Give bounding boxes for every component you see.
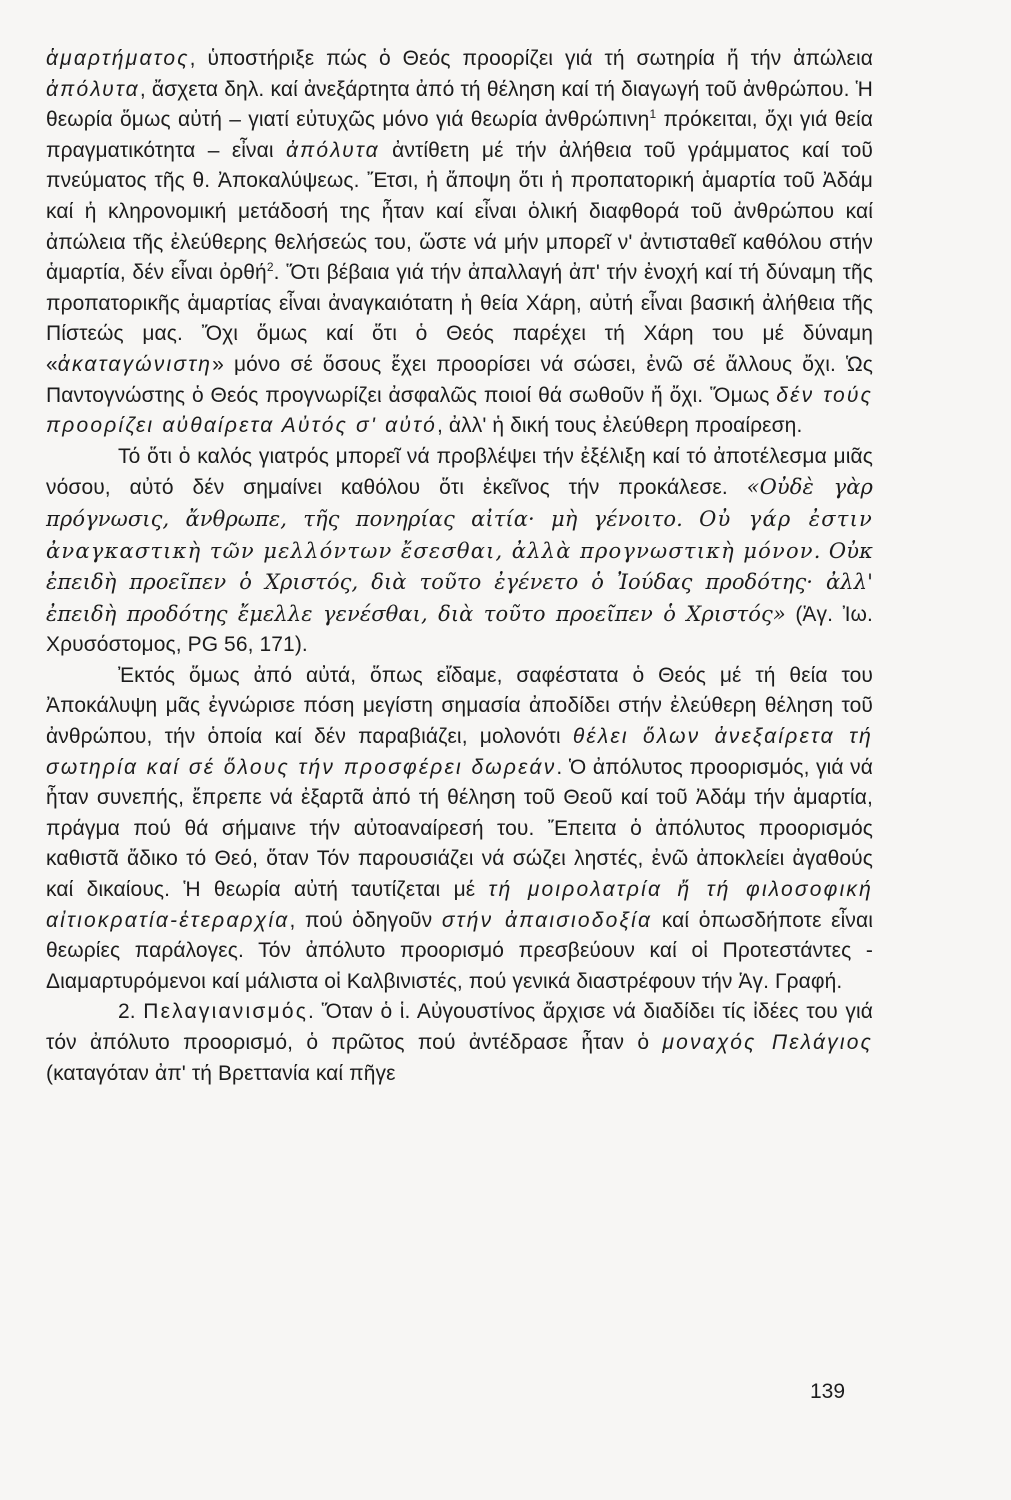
text-run: Ἐκτός ὅμως ἀπό αὐτά, ὅπως εἴδαμε, σαφέστατα ὁ Θεός μέ τή θεία του Ἀποκάλυψη μᾶς ἐγνώρισε πόση μεγίστη σημασία ἀποδίδει στήν ἐλεύθερη θέληση τοῦ ἀνθρώπου, τήν ὁποία καί δέν παραβιάζει, μολονότι <box>46 663 873 749</box>
emphasis: δέν τούς προορίζει αὐθαίρετα Αὐτός σ' αὐτό <box>46 383 873 438</box>
text-run: ἀντίθετη μέ τήν ἀλήθεια τοῦ γράμματος καί τοῦ πνεύματος τῆς θ. Ἀποκαλύψεως. Ἔτσι, ἡ ἄποψη ὅτι ἡ προπατορική ἁμαρτία τοῦ Ἀδάμ καί ἡ κληρονομική μετάδοσή της ἦταν καί εἶναι ὁλική διαφθορά τοῦ ἀνθρώπου καί ἀπώλεια τῆς ἐλεύθερης θελήσεώς του, ὥστε νά μήν μπορεῖ ν' ἀντισταθεῖ καθόλου στήν ἁμαρτία, δέν εἶναι ὀρθή <box>46 138 873 285</box>
page-number: 139 <box>810 1380 846 1403</box>
text-run: . Ὁ ἀπόλυτος προορισμός, γιά νά ἦταν συνεπής, ἔπρεπε νά ἐξαρτᾶ ἀπό τή θέληση τοῦ Θεοῦ καί τοῦ Ἀδάμ τήν ἁμαρτία, πράγμα πού θά σήμαινε τήν αὐτοαναίρεσή του. Ἔπειτα ὁ ἀπόλυτος προορισμός καθιστᾶ ἄδικο τό Θεό, ὅταν Τόν παρουσιάζει νά σώζει ληστές, ἐνῶ ἀποκλείει ἀγαθούς καί δικαίους. Ἡ θεωρία αὐτή ταυτίζεται μέ <box>46 755 873 902</box>
text-run: , ὑποστήριξε πώς ὁ Θεός προορίζει γιά τή σωτηρία ἤ τήν ἀπώλεια <box>189 47 873 70</box>
footnote-ref-2[interactable]: 2 <box>266 260 274 275</box>
emphasis: ἀκαταγώνιστη <box>57 352 213 376</box>
patristic-quote: «Οὐδὲ γὰρ πρόγνωσις, ἄνθρωπε, τῆς πονηρίας αἰτία· μὴ γένοιτο. <box>46 475 873 531</box>
citation: (Ἁγ. Ἰω. Χρυσόστομος, PG 56, 171). <box>46 602 873 657</box>
text-run: (καταγόταν ἀπ' τή Βρεττανία καί πῆγε <box>46 1061 396 1085</box>
paragraph-4 <box>46 997 873 1089</box>
emphasis: ἁμαρτήματος <box>46 47 190 70</box>
paragraph-1 <box>46 44 873 442</box>
text-run: » μόνο σέ ὅσους ἔχει προορίσει νά σώσει, ἐνῶ σέ ἄλλους ὄχι. Ὡς Παντογνώστης ὁ Θεός προγνωρίζει ἀσφαλῶς ποιοί θά σωθοῦν ἤ ὄχι. Ὅμως <box>46 352 873 407</box>
emphasis: τή μοιρολατρία ἤ τή φιλοσοφική αἰτιοκρατία-ἑτεραρχία <box>46 878 873 932</box>
text-run: , ἄσχετα δηλ. καί ἀνεξάρτητα ἀπό τή θέληση καί τή διαγωγή τοῦ ἀνθρώπου. Ἡ θεωρία ὅμως αὐτή – γιατί εὐτυχῶς μόνο γιά θεωρία ἀνθρώπινη <box>46 77 873 132</box>
text-run: πρόκειται, ὄχι γιά θεία πραγματικότητα – εἶναι <box>46 108 873 162</box>
text-run: Τό ὅτι ὁ καλός γιατρός μπορεῖ νά προβλέψει τήν ἐξέλιξη καί τό ἀποτέλεσμα μιᾶς νόσου, αὐτό δέν σημαίνει καθόλου ὅτι ἐκεῖνος τήν προκάλεσε. <box>46 444 873 500</box>
emphasis: στήν ἀπαισιοδοξία <box>441 908 653 932</box>
text-run: . Ὅταν ὁ ἱ. Αὐγουστίνος ἄρχισε νά διαδίδει τίς ἰδέες του γιά τόν ἀπόλυτο προορισμό, ὁ πρῶτος πού ἀντέδρασε ἦταν ὁ <box>46 1000 873 1054</box>
emphasis: θέλει ὅλων ἀνεξαίρετα τή σωτηρία καί σέ ὅλους τήν προσφέρει δωρεάν <box>46 725 873 779</box>
body-text <box>46 44 873 1089</box>
emphasis: μοναχός Πελάγιος <box>662 1031 874 1054</box>
patristic-quote: Οὐκ ἐπειδὴ προεῖπεν ὁ Χριστός, διὰ τοῦτο ἐγένετο ὁ Ἰούδας προδότης· ἀλλ' ἐπειδὴ προδότης ἔμελλε γενέσθαι, διὰ τοῦτο προεῖπεν ὁ Χριστός» <box>46 538 873 626</box>
section-heading: Πελαγιανισμός <box>143 1000 309 1024</box>
text-run: 2. <box>118 1000 144 1024</box>
text-run: καί ὁπωσδήποτε εἶναι θεωρίες παράλογες. Τόν ἀπόλυτο προορισμό πρεσβεύουν καί οἱ Προτεστάντες - Διαμαρτυρόμενοι καί μάλιστα οἱ Καλβινιστές, πού γενικά διαστρέφουν τήν Ἁγ. Γραφή. <box>46 908 873 993</box>
text-run: , ἀλλ' ἡ δική τους ἐλεύθερη προαίρεση. <box>437 414 803 438</box>
footnote-ref-1[interactable]: 1 <box>649 107 657 122</box>
paragraph-2 <box>46 442 873 661</box>
emphasis: ἀπόλυτα <box>46 77 140 101</box>
text-run: . Ὅτι βέβαια γιά τήν ἀπαλλαγή ἀπ' τήν ἐνοχή καί τή δύναμη τῆς προπατορικῆς ἁμαρτίας εἶναι ἀναγκαιότατη ἡ θεία Χάρη, αὐτή εἶναι βασική ἀλήθεια τῆς Πίστεώς μας. Ὄχι ὅμως καί ὅτι ὁ Θεός παρέχει τή Χάρη του μέ δύναμη « <box>46 261 873 376</box>
text-run: , πού ὁδηγοῦν <box>289 908 442 932</box>
patristic-quote: Οὐ γάρ ἐστιν ἀναγκαστικὴ τῶν μελλόντων ἔσεσθαι, ἀλλὰ προγνωστικὴ μόνον. <box>46 506 873 563</box>
paragraph-3 <box>46 661 873 998</box>
emphasis: ἀπόλυτα <box>285 138 380 162</box>
